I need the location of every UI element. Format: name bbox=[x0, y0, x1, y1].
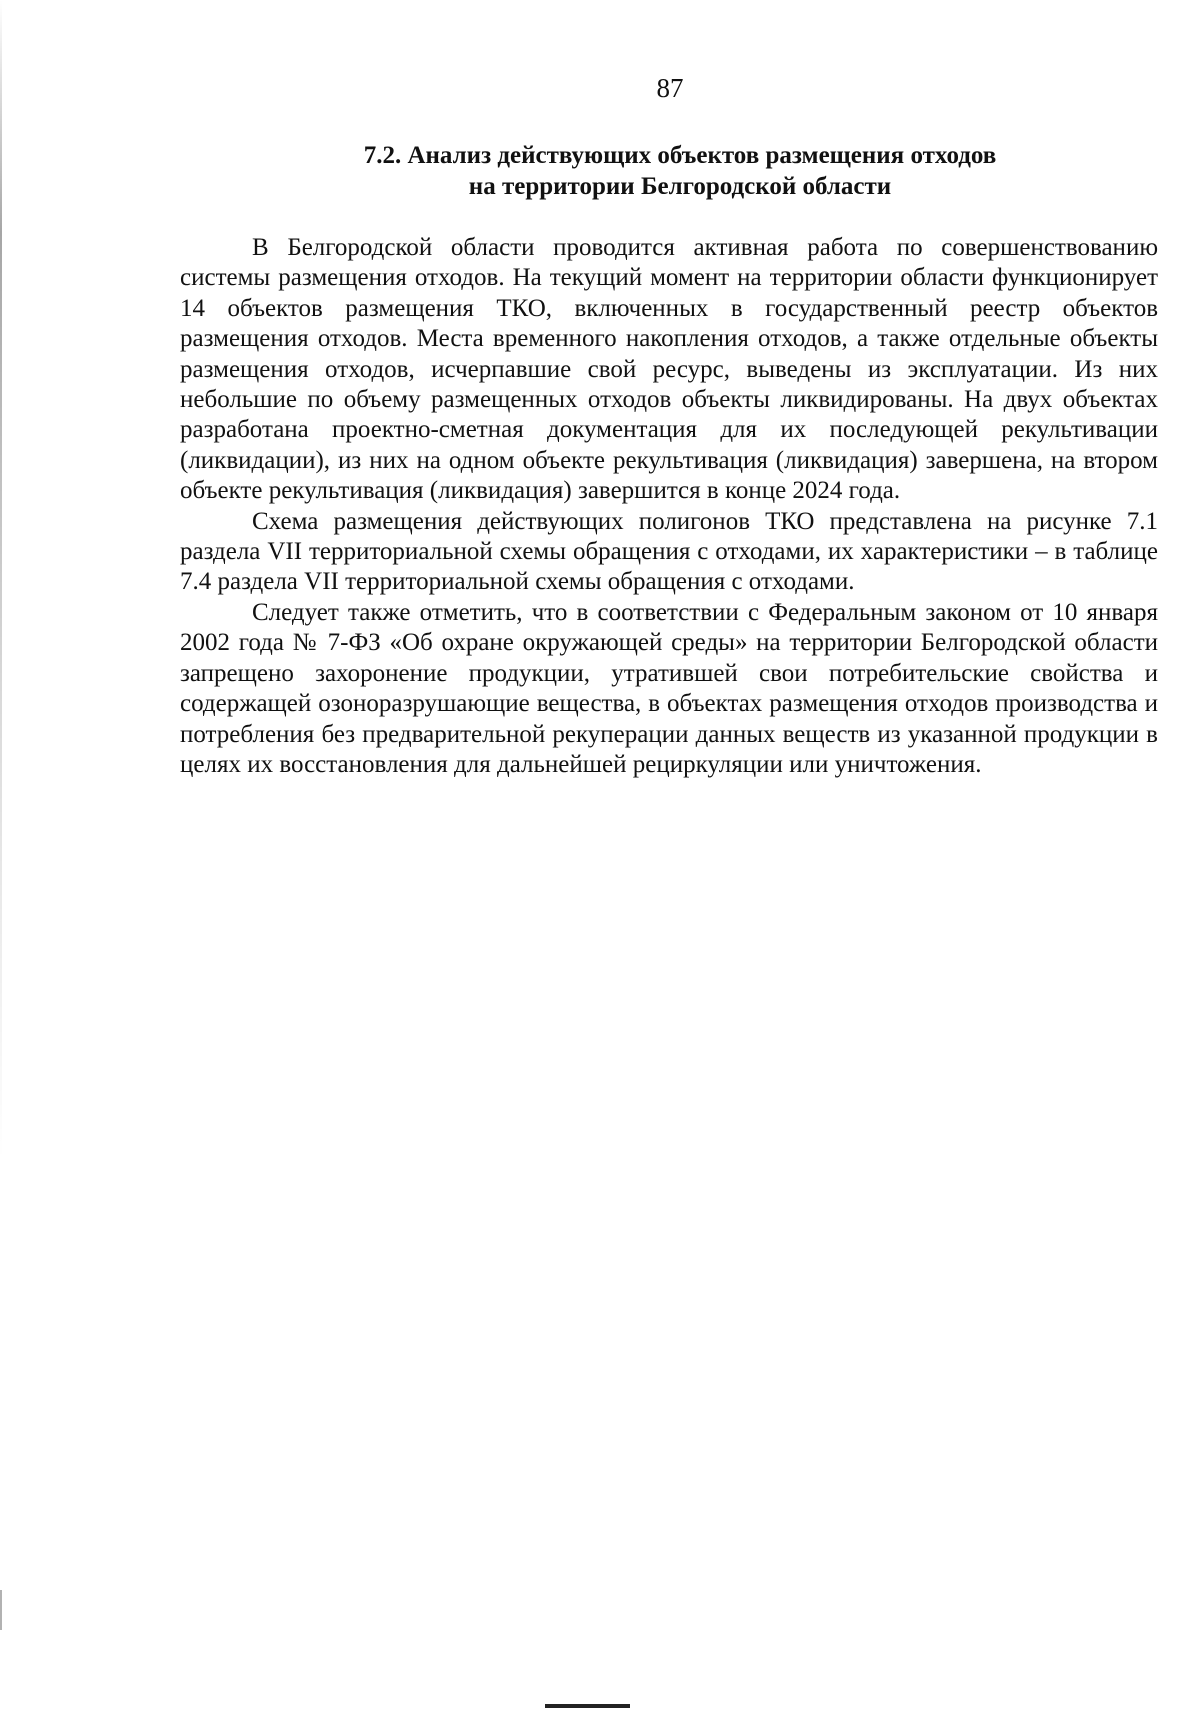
paragraph: Схема размещения действующих полигонов ТКО представлена на рисунке 7.1 раздела VII территориальной схемы обращения с отходами, их характеристики – в таблице 7.4 раздела VII территориальной схемы обращения с отходами. bbox=[180, 507, 1158, 596]
page-number: 87 bbox=[656, 73, 684, 103]
body-text bbox=[180, 233, 1158, 780]
scan-edge-artifact bbox=[0, 1590, 2, 1630]
paragraph: В Белгородской области проводится активная работа по совершенствованию системы размещения отходов. На текущий момент на территории области функционирует 14 объектов размещения ТКО, включенных в государственный реестр объектов размещения отходов. Места временного накопления отходов, а также отдельные объекты размещения отходов, исчерпавшие свой ресурс, выведены из эксплуатации. Из них небольшие по объему размещенных отходов объекты ликвидированы. На двух объектах разработана проектно-сметная документация для их последующей рекультивации (ликвидации), из них на одном объекте рекультивация (ликвидация) завершена, на втором объекте рекультивация (ликвидация) завершится в конце 2024 года. bbox=[180, 234, 1158, 505]
paragraph: Следует также отметить, что в соответствии с Федеральным законом от 10 января 2002 года № 7-ФЗ «Об охране окружающей среды» на территории Белгородской области запрещено захоронение продукции, утратившей свои потребительские свойства и содержащей озоноразрушающие вещества, в объектах размещения отходов производства и потребления без предварительной рекуперации данных веществ из указанной продукции в целях их восстановления для дальнейшей рециркуляции или уничтожения. bbox=[180, 598, 1158, 778]
section-title-line: на территории Белгородской области bbox=[468, 173, 892, 200]
section-title-line: 7.2. Анализ действующих объектов размещения отходов bbox=[363, 142, 997, 169]
scan-mark-artifact bbox=[545, 1704, 630, 1708]
scan-edge-artifact bbox=[0, 0, 2, 1160]
section-title bbox=[180, 140, 1180, 202]
